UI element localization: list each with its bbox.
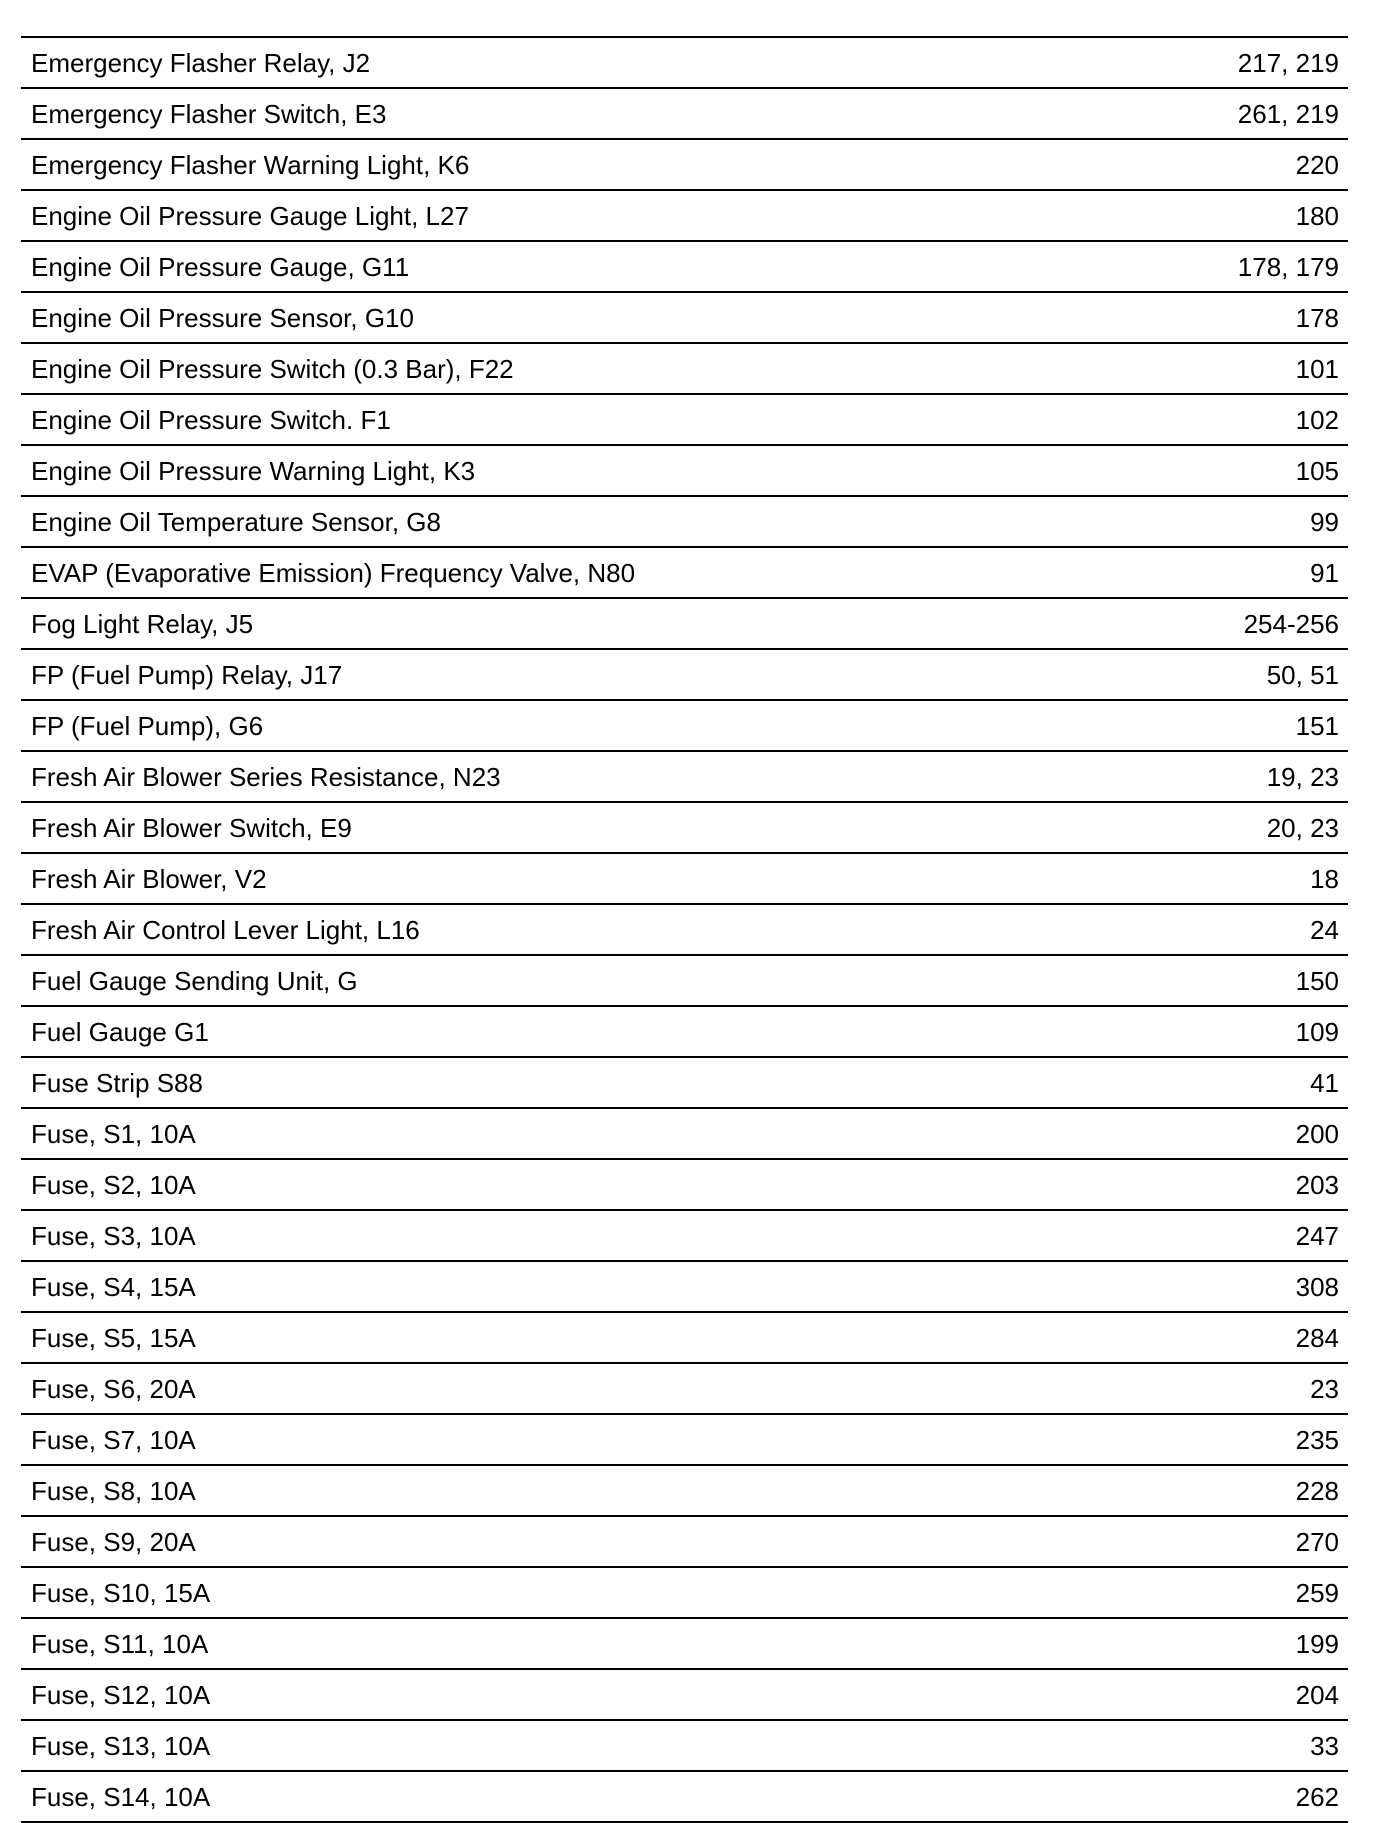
component-name: Fuse, S9, 20A xyxy=(31,1526,196,1557)
component-name: Fuse, S3, 10A xyxy=(31,1220,196,1251)
component-name: Engine Oil Pressure Switch (0.3 Bar), F22 xyxy=(31,353,514,384)
table-row xyxy=(21,242,1348,293)
component-name: Emergency Flasher Warning Light, K6 xyxy=(31,149,470,180)
page-reference: 204 xyxy=(1295,1679,1339,1710)
table-row xyxy=(21,803,1348,854)
page-reference: 102 xyxy=(1295,404,1339,435)
page-reference: 180 xyxy=(1295,200,1339,231)
page-reference: 24 xyxy=(1310,914,1339,945)
table-row xyxy=(21,1160,1348,1211)
component-name: Fresh Air Blower, V2 xyxy=(31,863,267,894)
component-name: Engine Oil Pressure Switch. F1 xyxy=(31,404,391,435)
component-name: Fuse, S1, 10A xyxy=(31,1118,196,1149)
page-reference: 105 xyxy=(1295,455,1339,486)
table-row xyxy=(21,905,1348,956)
table-row xyxy=(21,1313,1348,1364)
page-reference: 199 xyxy=(1295,1628,1339,1659)
table-row xyxy=(21,650,1348,701)
table-row xyxy=(21,395,1348,446)
page-reference: 33 xyxy=(1310,1730,1339,1761)
table-row xyxy=(21,1211,1348,1262)
component-name: Engine Oil Pressure Warning Light, K3 xyxy=(31,455,476,486)
page-reference: 23 xyxy=(1310,1373,1339,1404)
table-row xyxy=(21,1670,1348,1721)
component-name: Fuse Strip S88 xyxy=(31,1067,203,1098)
component-name: FP (Fuel Pump) Relay, J17 xyxy=(31,659,343,690)
table-row xyxy=(21,38,1348,89)
component-name: Emergency Flasher Relay, J2 xyxy=(31,47,371,78)
component-name: Engine Oil Pressure Gauge, G11 xyxy=(31,251,410,282)
component-name: FP (Fuel Pump), G6 xyxy=(31,710,264,741)
page-reference: 151 xyxy=(1295,710,1339,741)
page-reference: 220 xyxy=(1295,149,1339,180)
page-reference: 284 xyxy=(1295,1322,1339,1353)
component-name: Fuel Gauge G1 xyxy=(31,1016,209,1047)
table-row xyxy=(21,446,1348,497)
table-row xyxy=(21,701,1348,752)
table-row xyxy=(21,1568,1348,1619)
page-reference: 99 xyxy=(1310,506,1339,537)
table-row xyxy=(21,1415,1348,1466)
table-row xyxy=(21,1058,1348,1109)
component-name: Fuse, S11, 10A xyxy=(31,1628,209,1659)
table-row xyxy=(21,956,1348,1007)
table-row xyxy=(21,1007,1348,1058)
component-name: Fuse, S8, 10A xyxy=(31,1475,196,1506)
component-name: Fuse, S4, 15A xyxy=(31,1271,196,1302)
table-row xyxy=(21,1109,1348,1160)
component-name: Engine Oil Temperature Sensor, G8 xyxy=(31,506,441,537)
table-row xyxy=(21,599,1348,650)
component-name: Fuse, S14, 10A xyxy=(31,1781,211,1812)
table-row xyxy=(21,1466,1348,1517)
table-row xyxy=(21,344,1348,395)
component-name: EVAP (Evaporative Emission) Frequency Valve, N80 xyxy=(31,557,636,588)
table-row xyxy=(21,1721,1348,1772)
page-reference: 101 xyxy=(1295,353,1339,384)
page-reference: 228 xyxy=(1295,1475,1339,1506)
page-reference: 18 xyxy=(1310,863,1339,894)
page-reference: 261, 219 xyxy=(1237,98,1339,129)
table-row xyxy=(21,1772,1348,1823)
component-name: Fuse, S6, 20A xyxy=(31,1373,196,1404)
page-reference: 203 xyxy=(1295,1169,1339,1200)
component-name: Fresh Air Blower Series Resistance, N23 xyxy=(31,761,501,792)
component-name: Fuse, S2, 10A xyxy=(31,1169,196,1200)
page-reference: 259 xyxy=(1295,1577,1339,1608)
table-row xyxy=(21,89,1348,140)
page-reference: 308 xyxy=(1295,1271,1339,1302)
table-row xyxy=(21,140,1348,191)
component-name: Fuse, S10, 15A xyxy=(31,1577,211,1608)
component-name: Fuse, S7, 10A xyxy=(31,1424,196,1455)
table-row xyxy=(21,191,1348,242)
page-reference: 109 xyxy=(1295,1016,1339,1047)
table-row xyxy=(21,854,1348,905)
table-row xyxy=(21,1262,1348,1313)
table-row xyxy=(21,1619,1348,1670)
page-reference: 150 xyxy=(1295,965,1339,996)
page-reference: 178 xyxy=(1295,302,1339,333)
component-name: Engine Oil Pressure Gauge Light, L27 xyxy=(31,200,469,231)
table-row xyxy=(21,497,1348,548)
page-reference: 217, 219 xyxy=(1237,47,1339,78)
table-row xyxy=(21,1364,1348,1415)
page-reference: 19, 23 xyxy=(1266,761,1339,792)
table-row xyxy=(21,293,1348,344)
component-name: Fog Light Relay, J5 xyxy=(31,608,254,639)
component-name: Fresh Air Blower Switch, E9 xyxy=(31,812,352,843)
component-index-table xyxy=(21,36,1348,1823)
component-name: Fuel Gauge Sending Unit, G xyxy=(31,965,358,996)
page-reference: 20, 23 xyxy=(1266,812,1339,843)
component-name: Fuse, S5, 15A xyxy=(31,1322,196,1353)
table-row xyxy=(21,1517,1348,1568)
page-reference: 178, 179 xyxy=(1237,251,1339,282)
page-reference: 235 xyxy=(1295,1424,1339,1455)
component-name: Fresh Air Control Lever Light, L16 xyxy=(31,914,420,945)
component-name: Emergency Flasher Switch, E3 xyxy=(31,98,387,129)
page-reference: 50, 51 xyxy=(1266,659,1339,690)
page-reference: 91 xyxy=(1310,557,1339,588)
page-reference: 200 xyxy=(1295,1118,1339,1149)
page-reference: 270 xyxy=(1295,1526,1339,1557)
page-reference: 247 xyxy=(1295,1220,1339,1251)
component-name: Fuse, S13, 10A xyxy=(31,1730,211,1761)
page-reference: 41 xyxy=(1310,1067,1339,1098)
page-reference: 262 xyxy=(1295,1781,1339,1812)
table-row xyxy=(21,548,1348,599)
component-name: Engine Oil Pressure Sensor, G10 xyxy=(31,302,414,333)
page-reference: 254-256 xyxy=(1243,608,1339,639)
component-name: Fuse, S12, 10A xyxy=(31,1679,211,1710)
table-row xyxy=(21,752,1348,803)
